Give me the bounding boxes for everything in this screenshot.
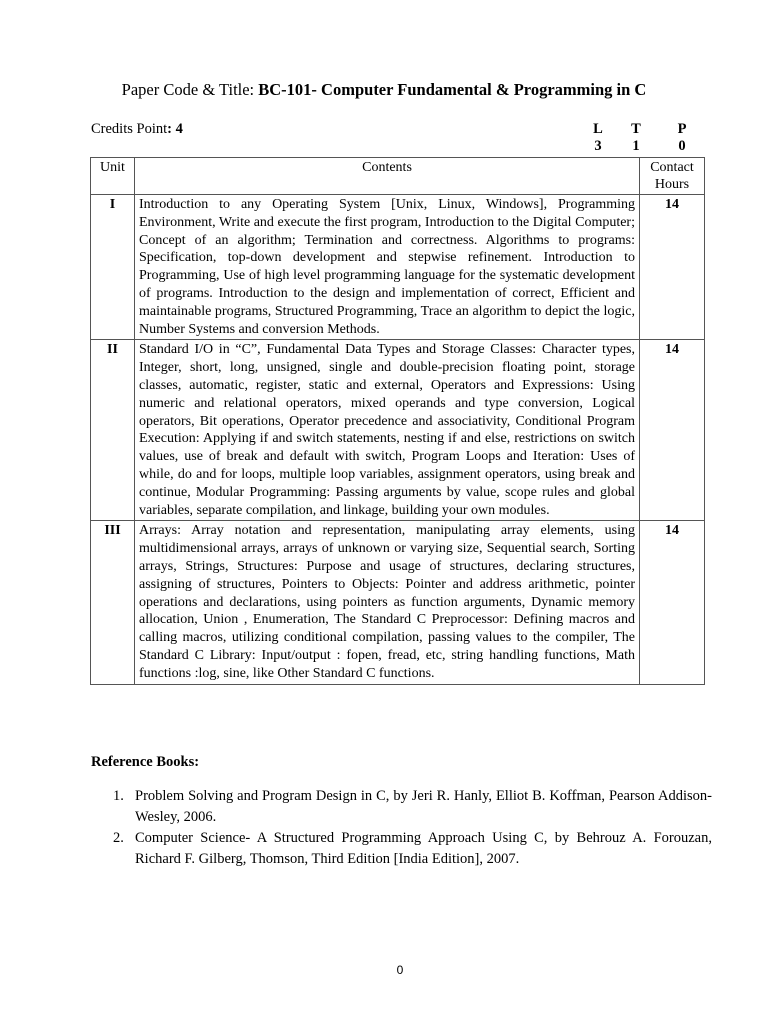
ltp-practical — [672, 121, 692, 155]
reference-number: 1. — [113, 788, 124, 804]
header-contact-hours — [640, 158, 705, 195]
list-item — [91, 828, 712, 870]
credits-label: Credits Point — [91, 121, 168, 137]
reference-text: Problem Solving and Program Design in C, by Jeri R. Hanly, Elliot B. Koffman, Pearson Addison-Wesley, 2006. — [135, 788, 712, 825]
ltp-tutorial — [626, 121, 646, 155]
page-number: 0 — [396, 963, 404, 977]
table-row — [91, 195, 705, 340]
unit-hours: 14 — [640, 521, 705, 684]
page-title — [0, 80, 768, 100]
table-header-row — [91, 158, 705, 195]
reference-books-heading: Reference Books: — [91, 754, 200, 770]
title-prefix: Paper Code & Title: — [121, 80, 259, 99]
header-hours-line2: Hours — [654, 177, 690, 192]
table-row — [91, 340, 705, 521]
unit-number: II — [91, 340, 135, 521]
ltp-p-label: P — [677, 121, 687, 137]
unit-hours: 14 — [640, 195, 705, 340]
list-item — [91, 786, 712, 828]
ltp-t-label: T — [631, 121, 641, 137]
unit-hours: 14 — [640, 340, 705, 521]
ltp-t-value: 1 — [632, 138, 640, 154]
unit-content: Standard I/O in “C”, Fundamental Data Types and Storage Classes: Character types, Integer, short, long, unsigned, single and double-precision floating point, storage classes, automatic, register, static and external, Operators and Expressions: Using numeric and relational operators, mixed operands and type conversion, Logical operators, Bit operations, Operator precedence and associativity, Conditional Program Execution: Applying if and switch statements, nesting if and else, restrictions on switch values, use of break and default with switch, Program Loops and Iteration: Uses of while, do and for loops, multiple loop variables, assignment operators, using break and continue, Modular Programming: Passing arguments by value, scope rules and global variables, separate compilation, and linkage, building your own modules. — [135, 340, 640, 521]
ltp-l-label: L — [593, 121, 603, 137]
table-row — [91, 521, 705, 684]
ltp-p-value: 0 — [678, 138, 686, 154]
reference-number: 2. — [113, 830, 124, 846]
syllabus-table — [90, 157, 705, 685]
credits-point — [91, 121, 183, 138]
unit-number: I — [91, 195, 135, 340]
ltp-l-value: 3 — [594, 138, 602, 154]
header-contents: Contents — [135, 158, 640, 195]
unit-content: Introduction to any Operating System [Unix, Linux, Windows], Programming Environment, Write and execute the first program, Introduction to the Digital Computer; Concept of an algorithm; Termination and correctness. Algorithms to programs: Specification, top-down development and stepwise refinement. Introduction to Programming, Use of high level programming language for the systematic development of programs. Introduction to the design and implementation of correct, Efficient and maintainable programs, Structured Programming, Trace an algorithm to depict the logic, Number Systems and conversion Methods. — [135, 195, 640, 340]
header-unit: Unit — [91, 158, 135, 195]
credits-value: : 4 — [167, 121, 183, 137]
title-course: BC-101- Computer Fundamental & Programming in C — [258, 80, 647, 99]
reference-text: Computer Science- A Structured Programming Approach Using C, by Behrouz A. Forouzan, Richard F. Gilberg, Thomson, Third Edition [India Edition], 2007. — [135, 830, 712, 867]
header-hours-line1: Contact — [650, 160, 694, 175]
reference-list — [91, 786, 712, 870]
unit-number: III — [91, 521, 135, 684]
unit-content: Arrays: Array notation and representation, manipulating array elements, using multidimensional arrays, arrays of unknown or varying size, Sequential search, Sorting arrays, Strings, Structures: Purpose and usage of structures, declaring structures, assigning of structures, Pointers to Objects: Pointer and address arithmetic, pointer operations and declarations, using pointers as function arguments, Dynamic memory allocation, Union , Enumeration, The Standard C Preprocessor: Defining macros and calling macros, utilizing conditional compilation, passing values to the compiler, The Standard C Library: Input/output : fopen, fread, etc, string handling functions, Math functions :log, sine, like Other Standard C functions. — [135, 521, 640, 684]
ltp-lecture — [588, 121, 608, 155]
